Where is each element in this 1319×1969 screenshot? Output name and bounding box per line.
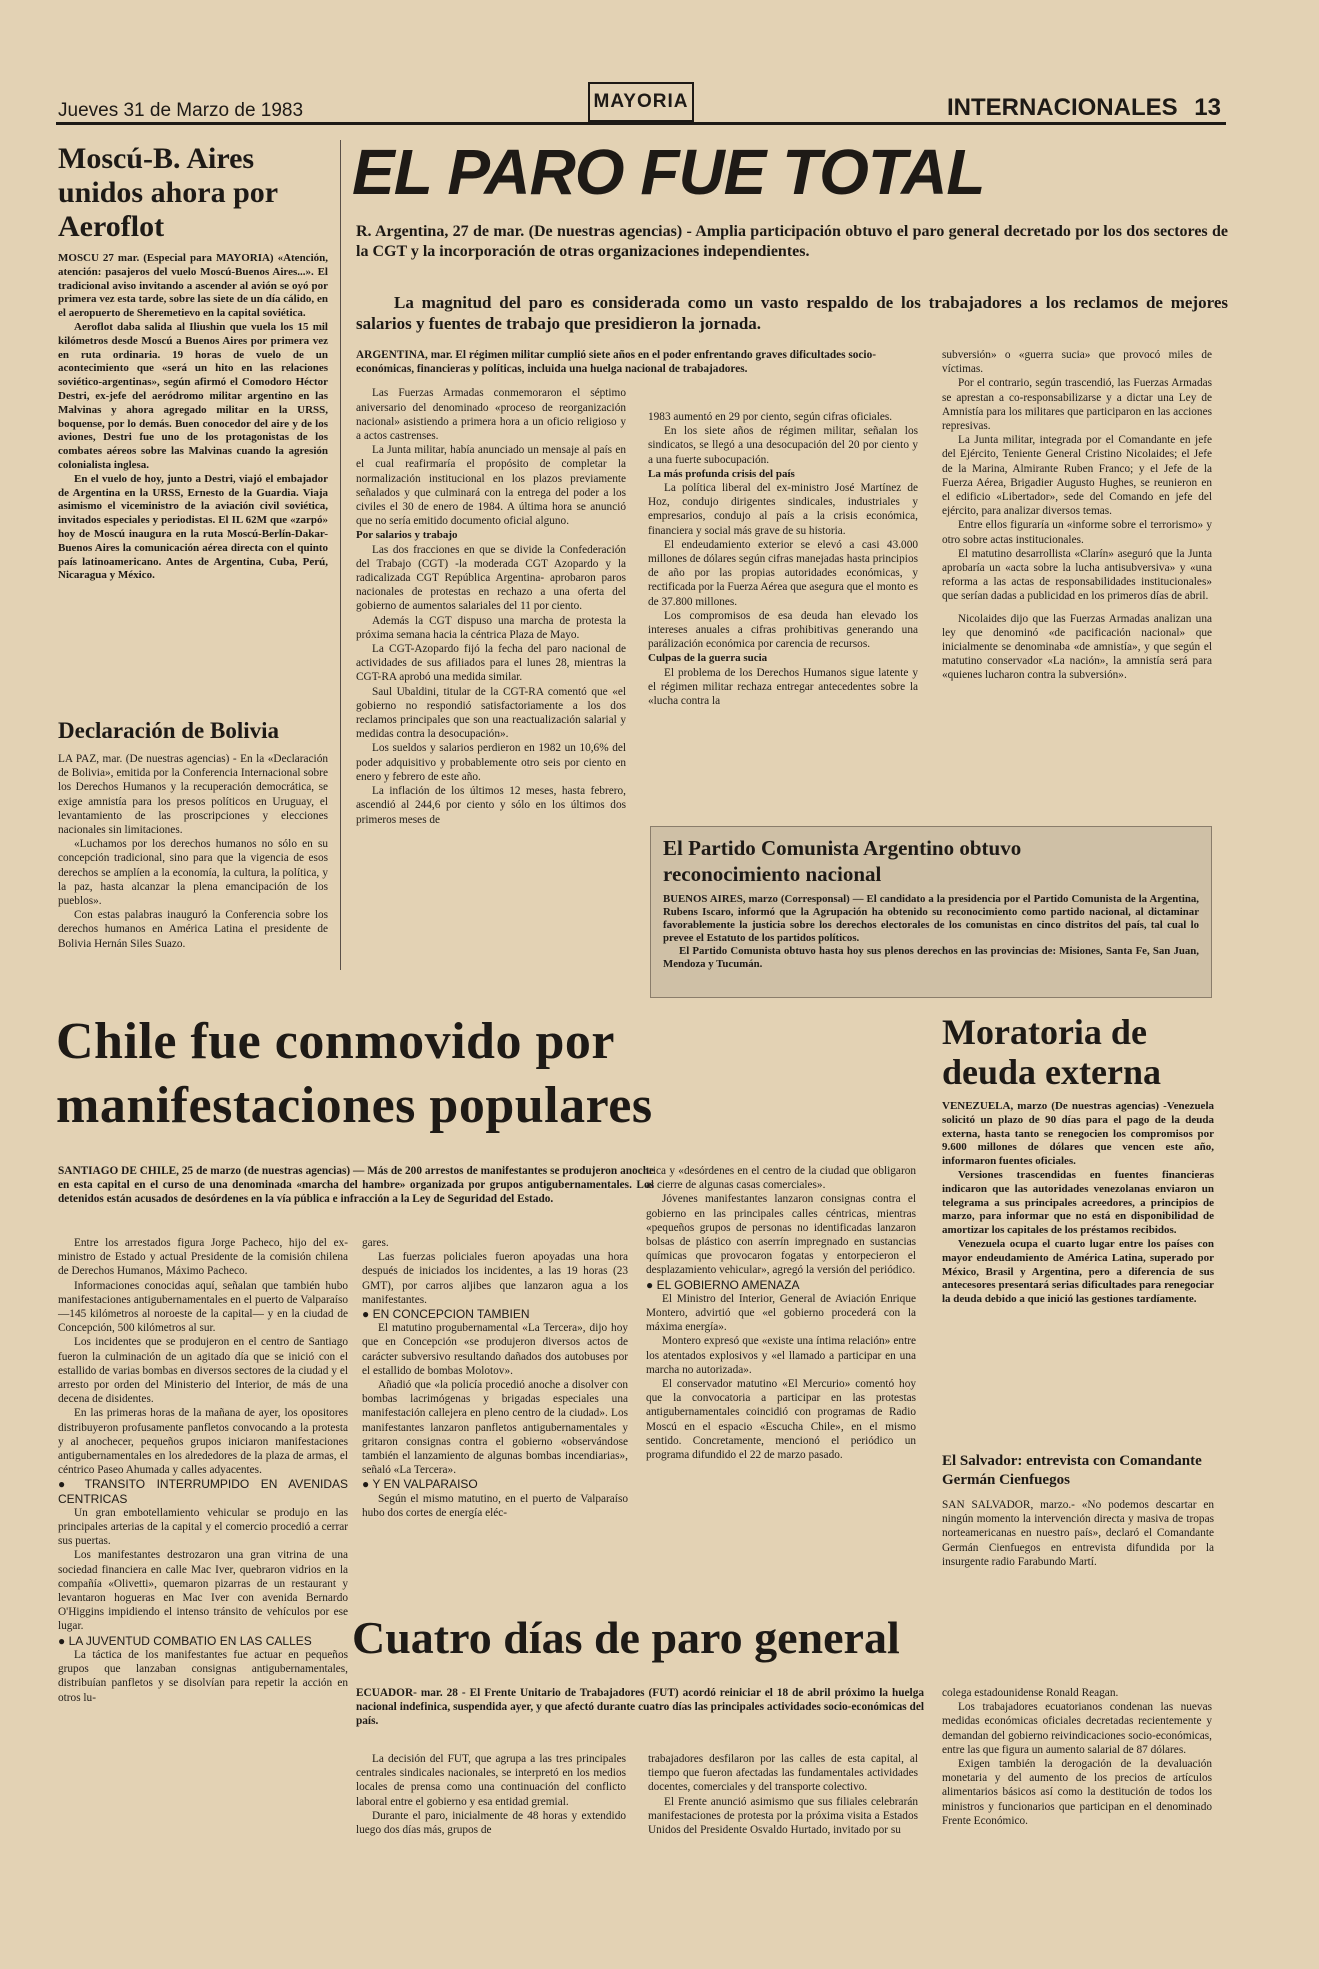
newspaper-logo: MAYORIA (588, 82, 694, 122)
section-name: INTERNACIONALES (946, 94, 1178, 121)
chile-paragraph: El matutino progubernamental «La Tercera», dijo hoy que en Concepción «se produjeron diversos actos de carácter subversivo resultando dañados dos autobuses por el estallido de bombas Molotov». (362, 1322, 628, 1377)
column-rule (340, 140, 341, 970)
cuatro-paragraph: trabajadores desfilaron por las calles de esta capital, al tiempo que fueron afectadas las fundamentales actividades docentes, comerciales y del transporte colectivo. (648, 1753, 918, 1794)
moratoria-paragraph: Versiones trascendidas en fuentes financieras indicaron que las autoridades venezolanas enviaron un telegrama a sus principales acreedores, a principios de marzo, para informar que no está en disponibilidad de amortizar los capitales de los préstamos recibidos. (942, 1168, 1214, 1237)
cuatro-headline: Cuatro días de paro general (352, 1612, 900, 1663)
paro-intro: ARGENTINA, mar. El régimen militar cumplió siete años en el poder enfrentando graves dificultades socio-económicas, financieras y políticas, incluida una huelga nacional de trabajadores. (356, 349, 876, 376)
paro-paragraph: La Junta militar, integrada por el Comandante en jefe del Ejército, Teniente General Cristino Nicolaides; el Jefe de la Marina, Almirante Ruben Franco; y el Jefe de la Fuerza Aérea, Brigadier Augusto Hughes, se reunieron en el edificio «Libertador», sede del Comando en jefe del ejército, para analizar diversos temas. (942, 434, 1212, 518)
paro-paragraph: subversión» o «guerra sucia» que provocó miles de víctimas. (942, 349, 1212, 376)
aeroflot-headline: Moscú-B. Aires unidos ahora por Aeroflot (58, 142, 278, 243)
paro-lead: R. Argentina, 27 de mar. (De nuestras agencias) - Amplia participación obtuvo el paro general decretado por los dos sectores de la CGT y la incorporación de otras organizaciones independientes. (356, 223, 1228, 260)
cuatro-paragraph: La decisión del FUT, que agrupa a las tres principales centrales sindicales nacionales, se interpretó en los medios locales de prensa como una continuación del conflicto laboral entre el gobierno y esa entidad gremial. (356, 1753, 626, 1808)
page-number: 13 (1194, 94, 1221, 121)
chile-subhead: ● EL GOBIERNO AMENAZA (646, 1277, 800, 1292)
chile-subhead: ● TRANSITO INTERRUMPIDO EN AVENIDAS CENTRICAS (58, 1477, 348, 1506)
paro-subhead: Culpas de la guerra sucia (648, 652, 768, 665)
paro-paragraph: Saul Ubaldini, titular de la CGT-RA comentó que «el gobierno no respondió satisfactoriamente a los dos reclamos principales que son una reactualización salarial y medidas contra la desocupación». (356, 685, 626, 741)
bolivia-headline: Declaración de Bolivia (58, 718, 280, 743)
cuatro-paragraph: Los trabajadores ecuatorianos condenan las nuevas medidas económicas oficiales decretadas recientemente y demandan del gobierno reivindicaciones socio-económicas, entre las que figura un aumento salarial de 87 dólares. (942, 1701, 1212, 1756)
paro-paragraph: Entre ellos figuraría un «informe sobre el terrorismo» y otro sobre actas institucionales. (942, 519, 1212, 546)
chile-column-2 (362, 1236, 628, 1520)
chile-subhead: ● EN CONCEPCION TAMBIEN (362, 1307, 530, 1322)
chile-paragraph: El Ministro del Interior, General de Aviación Enrique Montero, advirtió que «el gobierno procederá con la máxima energía». (646, 1292, 916, 1334)
chile-paragraph: Montero expresó que «existe una íntima relación» entre los atentados explosivos y «el llamado a participar en una marcha no autorizada». (646, 1335, 916, 1376)
paro-paragraph: Los sueldos y salarios perdieron en 1982 un 10,6% del poder adquisitivo y probablemente otro seis por ciento en enero y febrero de este año. (356, 742, 626, 783)
chile-subhead: ● Y EN VALPARAISO (362, 1477, 478, 1492)
chile-paragraph: En las primeras horas de la mañana de ayer, los opositores distribuyeron profusamente panfletos convocando a la protesta y al anochecer, pequeños grupos iniciaron manifestaciones antigubernamentales en los alrededores de la plaza de armas, el céntrico Paseo Ahumada y calles adyacentes. (58, 1407, 348, 1477)
paro-paragraph: Por el contrario, según trascendió, las Fuerzas Armadas se aprestan a co-responsabilizarse y a dictar una Ley de Amnistía para los militares que participaron en las acciones represivas. (942, 377, 1212, 433)
bolivia-article (58, 718, 328, 951)
aeroflot-paragraph: Aeroflot daba salida al Iliushin que vuela los 15 mil kilómetros desde Moscú a Buenos Aires por primera vez en ruta ordinaria. 19 horas de vuelo de un acontecimiento que «será un hito en las relaciones soviético-argentinas», según afirmó el Comodoro Héctor Destri, ex-jefe del aeródromo militar argentino en las Malvinas y ahora agregado militar en la URSS, boquense, por lo demás. Buen conocedor del aire y de los aviones, Destri fue uno de los protagonistas de los combates aéreos sobre las Malvinas cuando la agresión colonialista inglesa. (58, 320, 328, 471)
cuatro-paragraph: El Frente anunció asimismo que sus filiales celebrarán manifestaciones de protesta por la próxima visita a Estados Unidos del Presidente Osvaldo Hurtado, invitado por su (648, 1795, 918, 1837)
cuatro-column-2 (648, 1752, 918, 1837)
chile-paragraph: El conservador matutino «El Mercurio» comentó hoy que la convocatoria a participar en las protestas antigubernamentales coincidió con programas de Radio Moscú en el espacio «Escucha Chile», en el mismo sentido. Concretamente, mencionó el periódico un programa difundido el 22 de marzo pasado. (646, 1378, 916, 1462)
paro-paragraph: En los siete años de régimen militar, señalan los sindicatos, se llegó a una desocupación del 20 por ciento y a una fuerte subocupación. (648, 425, 918, 466)
cuatro-paragraph: Exigen también la derogación de la devaluación monetaria y del aumento de los precios de artículos alimentarios básicos así como la destitución de todos los ministros y funcionarios que participan en el denominado Frente Económico. (942, 1758, 1212, 1827)
cuatro-lead: ECUADOR- mar. 28 - El Frente Unitario de Trabajadores (FUT) acordó reiniciar el 18 de abril próximo la huelga nacional indefinica, suspendida ayer, y que afectó durante cuatro días las principales actividades socio-económicas del país. (356, 1687, 924, 1728)
chile-lead: SANTIAGO DE CHILE, 25 de marzo (de nuestras agencias) — Más de 200 arrestos de manifestantes se produjeron anoche en esta capital en el curso de una denominada «marcha del hambre» organizada por grupos antigubernamentales. Los detenidos están acusados de desórdenes en la vía pública e infracción a la Ley de Seguridad del Estado. (58, 1165, 654, 1206)
paro-paragraph: Las dos fracciones en que se divide la Confederación del Trabajo (CGT) -la moderada CGT Azopardo y la radicalizada CGT República Argentina- aprobaron paros nacionales de protestas en rechazo a una oferta del gobierno de aumentos salariales del 11 por ciento. (356, 543, 626, 613)
pca-headline: El Partido Comunista Argentino obtuvo reconocimiento nacional (663, 836, 1022, 886)
chile-paragraph: gares. (362, 1237, 389, 1249)
issue-date: Jueves 31 de Marzo de 1983 (58, 100, 304, 121)
moratoria-body (942, 1100, 1214, 1307)
cuatro-paragraph: colega estadounidense Ronald Reagan. (942, 1687, 1119, 1699)
cuatro-column-1 (356, 1752, 626, 1837)
salvador-paragraph: SAN SALVADOR, marzo.- «No podemos descartar en ningún momento la intervención directa y masiva de tropas norteamericanas en nuestro país», declaró el Comandante Germán Cienfuegos en entrevista difundida por la insurgente radio Farabundo Martí. (942, 1499, 1214, 1568)
chile-paragraph: La táctica de los manifestantes fue actuar en pequeños grupos que lanzaban consignas antigubernamentales, distribuían panfletos y se disolvían para repetir la acción en otros lu- (58, 1648, 348, 1704)
pca-body (663, 893, 1199, 971)
pca-box (650, 826, 1212, 998)
chile-paragraph: Añadió que «la policía procedió anoche a disolver con bombas lacrimógenas y brigadas especiales una manifestación callejera en pleno centro de la ciudad». Los manifestantes lanzaron panfletos antigubernamentales y gritaron consignas contra el gobierno «observándose también el lanzamiento de algunas bombas incendiarias», señaló «La Tercera». (362, 1379, 628, 1477)
paro-subhead: Por salarios y trabajo (356, 529, 458, 542)
paro-paragraph: El problema de los Derechos Humanos sigue latente y el régimen militar rechaza entregar antecedentes sobre la «lucha contra la (648, 666, 918, 708)
moratoria-paragraph: Venezuela ocupa el cuarto lugar entre los países con mayor endeudamiento de América Latina, superado por México, Brasil y Argentina, pero a diferencia de sus antecesores presentará serias dificultades para renegociar la deuda debido a que inició las gestiones tardíamente. (942, 1237, 1214, 1306)
chile-column-1 (58, 1236, 348, 1705)
paro-paragraph: Las Fuerzas Armadas conmemoraron el séptimo aniversario del denominado «proceso de reorganización nacional» asistiendo a primera hora a un oficio religioso y a actos castrenses. (356, 387, 626, 443)
paro-subhead: La más profunda crisis del país (648, 467, 795, 480)
paro-paragraph: La CGT-Azopardo fijó la fecha del paro nacional de actividades de sus afiliados para el lunes 28, mientras la CGT-RA aprobó una medida similar. (356, 643, 626, 684)
paro-paragraph: Nicolaides dijo que las Fuerzas Armadas analizan una ley que denominó «de pacificación nacional» que inicialmente se denominaba «de amnistía», y que según el matutino conservador «La nación», la amnistía será para «quienes lucharon contra la subversión». (942, 612, 1212, 682)
paro-lead-2: La magnitud del paro es considerada como un vasto respaldo de los trabajadores a los reclamos de mejores salarios y fuentes de trabajo que presidieron la jornada. (356, 293, 1228, 333)
aeroflot-body (58, 252, 328, 583)
bolivia-paragraph: Con estas palabras inauguró la Conferencia sobre los derechos humanos en América Latina el presidente de Bolivia Hernán Siles Suazo. (58, 909, 328, 950)
paro-paragraph: Además la CGT dispuso una marcha de protesta la próxima semana hacia la céntrica Plaza de Mayo. (356, 614, 626, 641)
bolivia-paragraph: «Luchamos por los derechos humanos no sólo en su concepción tradicional, sino para que la vigencia de esos derechos se amplíen a la economía, la cultura, la política, y la paz, hasta alcanzar la plena emancipación de los pueblos». (58, 838, 328, 908)
bolivia-paragraph: LA PAZ, mar. (De nuestras agencias) - En la «Declaración de Bolivia», emitida por la Conferencia Internacional sobre los Derechos Humanos y la recuperación democrática, se exige amnistía para los presos políticos en Uruguay, el levantamiento de las proscripciones y elecciones nacionales sin limitaciones. (58, 753, 328, 837)
chile-paragraph: trica y «desórdenes en el centro de la ciudad que obligaron al cierre de algunas casas comerciales». (646, 1165, 916, 1192)
chile-paragraph: Los manifestantes destrozaron una gran vitrina de una sociedad financiera en calle Mac Iver, quebraron vidrios en la compañía «Olivetti», quemaron pizarras de un restaurant y levantaron hogueras en Mac Iver con avenida Bernardo O'Higgins impidiendo el intenso tránsito de vehículos por ese lugar. (58, 1549, 348, 1633)
cuatro-paragraph: Durante el paro, inicialmente de 48 horas y extendido luego dos días más, grupos de (356, 1809, 626, 1837)
paro-paragraph: La inflación de los últimos 12 meses, hasta febrero, ascendió al 244,6 por ciento y sólo en los últimos dos primeros meses de (356, 785, 626, 826)
chile-subhead: ● LA JUVENTUD COMBATIO EN LAS CALLES (58, 1633, 312, 1648)
section-header (947, 94, 1221, 122)
salvador-headline: El Salvador: entrevista con Comandante Germán Cienfuegos (942, 1453, 1202, 1488)
chile-paragraph: Informaciones conocidas aquí, señalan que también hubo manifestaciones antigubernamentales en el puerto de Valparaíso —145 kilómetros al noroeste de la capital— y en la ciudad de Concepción, 500 kilómetros al sur. (58, 1279, 348, 1335)
salvador-article (942, 1452, 1214, 1569)
pca-paragraph: El Partido Comunista obtuvo hasta hoy sus plenos derechos en las provincias de: Misiones, Santa Fe, San Juan, Mendoza y Tucumán. (663, 945, 1199, 970)
chile-paragraph: Según el mismo matutino, en el puerto de Valparaíso hubo dos cortes de energía eléc- (362, 1492, 628, 1519)
chile-paragraph: Los incidentes que se produjeron en el centro de Santiago fueron la culminación de un agitado día que se inició con el estallido de varias bombas en diversos sectores de la ciudad y el arresto por orden del Ministerio del Interior, de más de una decena de disidentes. (58, 1336, 348, 1406)
paro-paragraph: El matutino desarrollista «Clarín» aseguró que la Junta aprobaría un «acta sobre la lucha antisubversiva» y «una reforma a las actas de responsabilidades institucionales» que serían dadas a publicidad en los primeros días de abril. (942, 547, 1212, 603)
aeroflot-paragraph: MOSCU 27 mar. (Especial para MAYORIA) «Atención, atención: pasajeros del vuelo Moscú-Buenos Aires...». El tradicional aviso invitando a ascender al avión se oyó por primera vez esta tarde, sobre las siete de un día cálido, en el aeropuerto de Sheremetievo en la capital soviética. (58, 252, 328, 320)
moratoria-headline: Moratoria de deuda externa (942, 1012, 1161, 1092)
chile-column-3 (646, 1164, 916, 1462)
paro-headline: EL PARO FUE TOTAL (352, 136, 985, 208)
paro-paragraph: 1983 aumentó en 29 por ciento, según cifras oficiales. (648, 411, 893, 423)
aeroflot-article (58, 142, 328, 583)
paro-column-3 (942, 348, 1212, 683)
cuatro-column-3 (942, 1686, 1212, 1828)
paro-paragraph: La Junta militar, había anunciado un mensaje al país en el cual reafirmaría el propósito de completar la normalización institucional en los plazos previamente señalados y que culminará con la entrega del poder a los civiles el 30 de enero de 1984. A última hora se anunció que no sería emitido documento oficial alguno. (356, 444, 626, 528)
salvador-body (942, 1498, 1214, 1569)
chile-headline: Chile fue conmovido por manifestaciones populares (56, 1013, 653, 1134)
chile-paragraph: Un gran embotellamiento vehicular se produjo en las principales arterias de la capital y el comercio procedió a cerrar sus puertas. (58, 1506, 348, 1548)
pca-paragraph: BUENOS AIRES, marzo (Corresponsal) — El candidato a la presidencia por el Partido Comunista de la Argentina, Rubens Iscaro, informó que la Agrupación ha obtenido su reconocimiento como partido nacional, al dictaminar favorablemente la justicia sobre los derechos electorales de los comunistas en cinco distritos del país, tal cual lo prevee el Estatuto de los partidos políticos. (663, 893, 1199, 944)
paro-paragraph: La política liberal del ex-ministro José Martínez de Hoz, condujo dirigentes sindicales, industriales y empresarios, condujo al país a la crisis económica, financiera y social más grave de su historia. (648, 482, 918, 537)
aeroflot-paragraph: En el vuelo de hoy, junto a Destri, viajó el embajador de Argentina en la URSS, Ernesto de la Guardia. Viaja asimismo el viceministro de la aviación civil soviética, invitados especiales y periodistas. El IL 62M que «zarpó» hoy de Moscú inaugura en la ruta Moscú-Berlín-Dakar-Buenos Aires la comunicación aérea directa con el quinto país latinoamericano. Antes de Argentina, Cuba, Perú, Nicaragua y México. (58, 472, 328, 582)
chile-paragraph: Jóvenes manifestantes lanzaron consignas contra el gobierno en las principales calles céntricas, mientras «pequeños grupos de personas no identificadas lanzaron bolsas de plástico con aserrín impregnado en sustancias químicas que provocaron fogatas y entorpecieron el desplazamiento vehicular», agregó la versión del periódico. (646, 1193, 916, 1277)
paro-paragraph: Los compromisos de esa deuda han elevado los intereses anuales a cifras prohibitivas generando una parálización económica por carencia de recursos. (648, 609, 918, 651)
bolivia-body (58, 752, 328, 951)
moratoria-article (942, 1012, 1214, 1307)
top-rule (56, 122, 1226, 125)
chile-paragraph: Las fuerzas policiales fueron apoyadas una hora después de iniciados los incidentes, a las 19 horas (23 GMT), por carros aljibes que lanzaron agua a los manifestantes. (362, 1251, 628, 1306)
paro-column-2 (648, 410, 918, 708)
paro-paragraph: El endeudamiento exterior se elevó a casi 43.000 millones de dólares según cifras manejadas hasta principios de año por las propias autoridades económicas, y rectificada por la Fuerza Aérea que asegura que el monto es de 37.800 millones. (648, 538, 918, 608)
chile-paragraph: Entre los arrestados figura Jorge Pacheco, hijo del ex-ministro de Estado y actual Presidente de la comisión chilena de Derechos Humanos, Máximo Pacheco. (58, 1237, 348, 1278)
moratoria-paragraph: VENEZUELA, marzo (De nuestras agencias) -Venezuela solicitó un plazo de 90 días para el pago de la deuda externa, hasta tanto se renegocien los compromisos por 9.600 millones de dólares que vencen este año, informaron fuentes oficiales. (942, 1100, 1214, 1168)
